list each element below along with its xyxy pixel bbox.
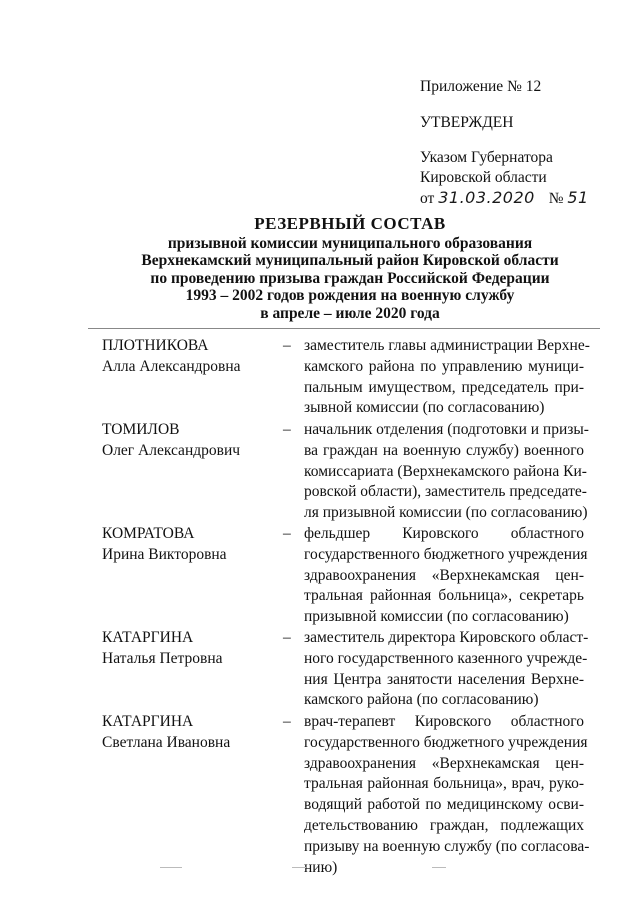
annex-number bbox=[420, 77, 541, 97]
title-divider bbox=[88, 328, 600, 329]
member-role bbox=[304, 336, 590, 419]
member-dash: – bbox=[283, 421, 291, 438]
member-name bbox=[102, 628, 282, 670]
role-line: водящий работой по медицинскому осви- bbox=[304, 796, 584, 814]
title-line: Верхнекамский муниципальный район Кировской области bbox=[141, 252, 559, 270]
member-name bbox=[102, 712, 282, 754]
role-line: начальник отделения (подготовки и призы- bbox=[304, 421, 589, 438]
member-given-name: Светлана Ивановна bbox=[102, 733, 231, 751]
role-line: призывной комиссии (по согласованию) bbox=[304, 608, 569, 626]
role-line: врач-терапевт Кировского областного bbox=[304, 713, 584, 730]
decree-line-1: Указом Губернатора bbox=[420, 149, 553, 166]
role-line: ва граждан на военную службу) военного bbox=[304, 441, 584, 459]
approval-stamp bbox=[420, 113, 513, 133]
title-line: по проведению призыва граждан Российской Федерации bbox=[150, 269, 550, 287]
date-prefix: от bbox=[420, 190, 435, 207]
title-line: в апреле – июле 2020 года bbox=[260, 304, 440, 322]
annex-label: Приложение № 12 bbox=[420, 78, 542, 95]
scan-artifact-mark bbox=[292, 867, 306, 868]
role-line: ля призывной комиссии (по согласованию) bbox=[304, 504, 588, 522]
decree-date-line bbox=[420, 188, 589, 209]
member-dash: – bbox=[283, 713, 291, 730]
title-line: 1993 – 2002 годов рождения на военную службу bbox=[185, 287, 515, 305]
role-line: ния Центра занятости населения Верхне- bbox=[304, 670, 584, 688]
role-line: тральная районная больница», секретарь bbox=[304, 587, 584, 605]
role-line: тральная районная больница», врач, руко- bbox=[304, 775, 584, 793]
member-given-name: Алла Александровна bbox=[102, 357, 241, 375]
role-line: ровской области), заместитель председате- bbox=[304, 483, 587, 501]
role-line: здравоохранения «Верхнекамская цен- bbox=[304, 754, 584, 772]
role-line: комиссариата (Верхнекамского района Ки- bbox=[304, 462, 587, 480]
role-line: фельдшер Кировского областного bbox=[304, 525, 584, 542]
member-role bbox=[304, 524, 588, 628]
member-given-name: Наталья Петровна bbox=[102, 649, 223, 667]
member-surname: ПЛОТНИКОВА bbox=[102, 337, 209, 354]
member-role bbox=[304, 628, 589, 711]
role-line: камского района (по согласованию) bbox=[304, 691, 539, 709]
role-line: нию) bbox=[304, 858, 338, 876]
document-title bbox=[100, 215, 600, 323]
member-surname: КАТАРГИНА bbox=[102, 713, 194, 730]
number-prefix: № bbox=[548, 190, 564, 207]
role-line: камского района по управлению муници- bbox=[304, 357, 584, 375]
member-surname: ТОМИЛОВ bbox=[102, 421, 180, 438]
role-line: заместитель директора Кировского област- bbox=[304, 629, 589, 646]
scan-artifact-mark bbox=[432, 867, 446, 868]
title-line: призывной комиссии муниципального образования bbox=[167, 234, 533, 252]
member-role bbox=[304, 712, 590, 878]
member-dash: – bbox=[283, 525, 291, 542]
member-name bbox=[102, 524, 282, 566]
title-main: РЕЗЕРВНЫЙ СОСТАВ bbox=[254, 214, 446, 233]
role-line: зывной комиссии (по согласованию) bbox=[304, 399, 545, 417]
member-surname: КАТАРГИНА bbox=[102, 629, 194, 646]
approved-label: УТВЕРЖДЕН bbox=[420, 114, 514, 131]
role-line: заместитель главы администрации Верхне- bbox=[304, 337, 590, 354]
member-given-name: Олег Александрович bbox=[102, 441, 241, 459]
role-line: здравоохранения «Верхнекамская цен- bbox=[304, 566, 584, 584]
role-line: пальным имуществом, председатель при- bbox=[304, 378, 584, 396]
role-line: ного государственного казенного учрежде- bbox=[304, 649, 588, 667]
decree-reference bbox=[420, 148, 589, 209]
role-line: детельствованию граждан, подлежащих bbox=[304, 816, 584, 834]
member-dash: – bbox=[283, 337, 291, 354]
role-line: призыву на военную службу (по согласова- bbox=[304, 837, 590, 855]
scan-artifact-mark bbox=[160, 867, 182, 868]
member-role bbox=[304, 420, 589, 524]
member-name bbox=[102, 336, 282, 378]
decree-line-2: Кировской области bbox=[420, 169, 547, 186]
member-name bbox=[102, 420, 282, 462]
member-given-name: Ирина Викторовна bbox=[102, 545, 227, 563]
member-surname: КОМРАТОВА bbox=[102, 525, 195, 542]
role-line: государственного бюджетного учреждения bbox=[304, 545, 588, 563]
handwritten-number: 51 bbox=[567, 188, 589, 207]
handwritten-date: 31.03.2020 bbox=[438, 188, 535, 207]
member-dash: – bbox=[283, 629, 291, 646]
role-line: государственного бюджетного учреждения bbox=[304, 733, 588, 751]
